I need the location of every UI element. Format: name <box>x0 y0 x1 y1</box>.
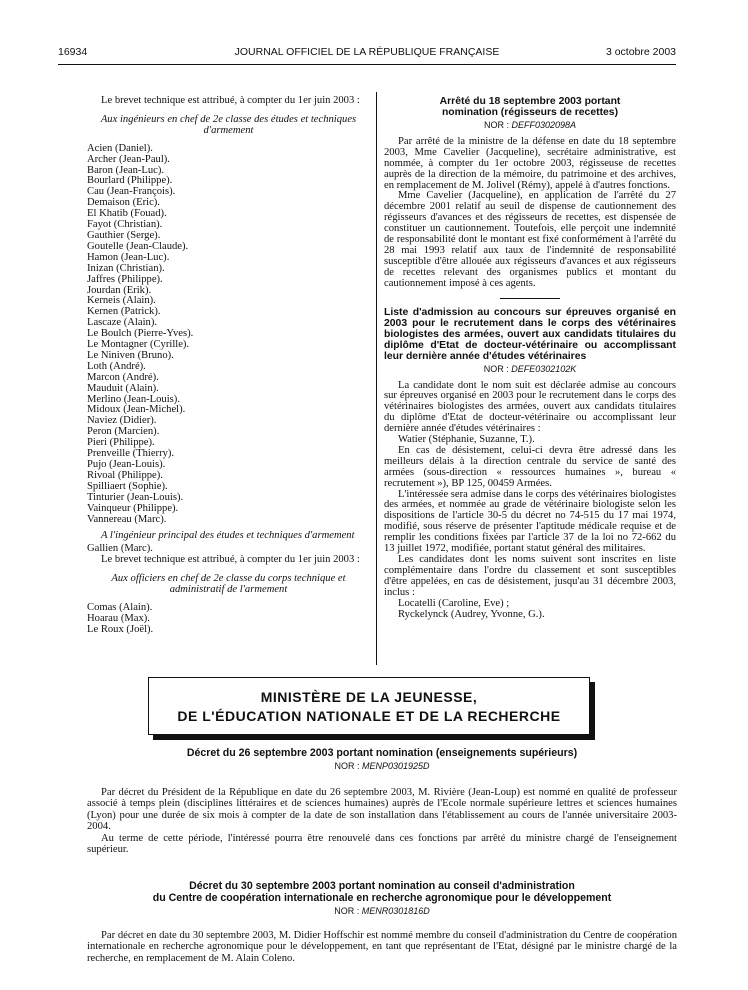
decree-2-title-line-2: du Centre de coopération internationale en recherche agronomique pour le développement <box>152 892 612 904</box>
list-item: Vainqueur (Philippe). <box>87 502 179 514</box>
decree-30-septembre <box>87 880 677 964</box>
list-item: Baron (Jean-Luc). <box>87 164 165 176</box>
liste-nor <box>384 364 676 375</box>
list-item: Le Boulch (Pierre-Yves). <box>87 328 194 340</box>
list-item: Bourlard (Philippe). <box>87 175 173 187</box>
separator-rule <box>500 298 560 299</box>
list-item: Tinturier (Jean-Louis). <box>87 491 184 503</box>
decree-1-nor <box>87 761 677 773</box>
liste-paragraph-1: La candidate dont le nom suit est déclarée admise au concours sur épreuves organisé en 2003 pour le recrutement dans le corps des vétérinaires biologistes des armées, ouvert aux candidats titulaires du diplôme d'Etat de docteur-vétérinaire ou accomplissant leur dernière année d'études vétérinaires : <box>384 379 676 435</box>
names-list-1 <box>87 144 370 526</box>
complementary-list <box>384 599 676 621</box>
list-item: Pieri (Philippe). <box>87 437 155 449</box>
list-item: Marcon (André). <box>87 371 159 383</box>
list-item: Kernen (Patrick). <box>87 306 161 318</box>
list-item: Merlino (Jean-Louis). <box>87 393 180 405</box>
list-item: Ryckelynck (Audrey, Yvonne, G.). <box>398 608 545 620</box>
decree-26-septembre <box>87 747 677 856</box>
admitted-candidate: Watier (Stéphanie, Suzanne, T.). <box>398 434 535 446</box>
list-item: Gallien (Marc). <box>87 543 153 555</box>
list-subtitle-ingenieurs: Aux ingénieurs en chef de 2e classe des études et techniques d'armement <box>100 113 357 136</box>
list-item: Lascaze (Alain). <box>87 317 157 329</box>
list-item: Midoux (Jean-Michel). <box>87 404 186 416</box>
ministry-banner <box>148 677 590 735</box>
list-item: Locatelli (Caroline, Eve) ; <box>398 597 510 609</box>
liste-admission-title: Liste d'admission au concours sur épreuves organisé en 2003 pour le recrutement dans le corps des vétérinaires biologistes des armées, ouvert aux candidats titulaires du diplôme d'Etat de docteur-vétérinaire ou accomplissant leur dernière année d'études vétérinaires <box>384 306 676 362</box>
names-list-3 <box>87 603 370 636</box>
liste-paragraph-4: Les candidates dont les noms suivent sont inscrites en liste complémentaire dans l'ordre du classement et sont susceptibles d'être appelées, en cas de désistement, jusqu'au 31 décembre 2003, inclus : <box>384 554 676 598</box>
liste-paragraph-2: En cas de désistement, celui-ci devra être adressé dans les meilleurs délais à la direction centrale du service de santé des armées (sous-direction « ressources humaines », bureau « recrutement »), BP 125, 00459 Armées. <box>384 444 676 489</box>
list-item: Goutelle (Jean-Claude). <box>87 240 189 252</box>
right-column <box>384 96 676 620</box>
list-item: Acien (Daniel). <box>87 142 153 154</box>
list-item: Kerneis (Alain). <box>87 295 156 307</box>
decree-1-paragraph-1: Par décret du Président de la République en date du 26 septembre 2003, M. Rivière (Jean-Loup) est nommé en qualité de professeur associé à temps plein (disciplines littéraires et de sciences humaines) auprès de l'Ecole normale supérieure lettres et sciences humaines (Lyon) pour une durée de six mois à compter de la date de son installation dans l'établissement au cours de l'année universitaire 2003-2004. <box>87 786 677 832</box>
ministry-line-1: MINISTÈRE DE LA JEUNESSE, <box>260 689 478 705</box>
list-item: Archer (Jean-Paul). <box>87 153 170 165</box>
decree-1-paragraph-2: Au terme de cette période, l'intéressé pourra être renouvelé dans ces fonctions par arrêté du ministre chargé de l'enseignement supérieur. <box>87 832 677 855</box>
arrete-nor <box>384 120 676 131</box>
list-item: El Khatib (Fouad). <box>87 208 167 220</box>
list-item: Prenveille (Thierry). <box>87 448 175 460</box>
arrete-paragraph-1: Par arrêté de la ministre de la défense en date du 18 septembre 2003, Mme Cavelier (Jacqueline), secrétaire administrative, est nommée, à compter du 1er octobre 2003, régisseuse de recettes auprès de la direction de la mémoire, du patrimoine et des archives, en remplacement de M. Jolivel (Rémy), appelé à d'autres fonctions. <box>384 135 676 191</box>
column-divider <box>376 92 377 665</box>
decree-2-nor <box>87 906 677 918</box>
nor-code: DEFF0302098A <box>511 120 577 130</box>
list-item: Peron (Marcien). <box>87 426 160 438</box>
list-item: Spilliaert (Sophie). <box>87 480 168 492</box>
list-item: Le Montagner (Cyrille). <box>87 339 190 351</box>
list-item: Jaffres (Philippe). <box>87 273 163 285</box>
list-item: Hoarau (Max). <box>87 612 150 624</box>
page-number: 16934 <box>58 46 88 58</box>
arrete-paragraph-2: Mme Cavelier (Jacqueline), en application de l'arrêté du 27 décembre 2001 relatif au seuil de dispense de cautionnement des régisseurs d'avances et des régisseurs de recettes, est dispensée de constituer un cautionnement. Toutefois, elle perçoit une indemnité de responsabilité dont le montant est fixé conformément à l'arrêté du 28 mai 1993 relatif aux taux de l'indemnité de responsabilité susceptible d'être allouée aux régisseurs d'avances et aux régisseurs de recettes relevant des organismes publics et montant du cautionnement imposé à ces agents. <box>384 190 676 289</box>
list-item: Vannereau (Marc). <box>87 513 167 525</box>
nor-label: NOR : <box>334 761 360 771</box>
decree-2-title-line-1: Décret du 30 septembre 2003 portant nomination au conseil d'administration <box>189 880 575 892</box>
brevet-intro-2: Le brevet technique est attribué, à compter du 1er juin 2003 : <box>101 554 360 566</box>
left-column <box>87 96 370 636</box>
list-item: Comas (Alain). <box>87 601 153 613</box>
brevet-intro-1: Le brevet technique est attribué, à compter du 1er juin 2003 : <box>101 95 360 106</box>
list-item: Loth (André). <box>87 360 146 372</box>
list-subtitle-officiers: Aux officiers en chef de 2e classe du corps technique et administratif de l'armement <box>111 573 346 596</box>
nor-code: DEFE0302102K <box>511 363 577 374</box>
list-item: Naviez (Didier). <box>87 415 157 427</box>
list-item: Mauduit (Alain). <box>87 382 159 394</box>
nor-label: NOR : <box>334 906 360 916</box>
page-header <box>58 46 676 65</box>
liste-paragraph-3: L'intéressée sera admise dans le corps des vétérinaires biologistes des armées, et nommée au grade de vétérinaire biologiste selon les dispositions de l'article 30-5 du décret no 74-515 du 17 mai 1974, modifié, sous réserve de présenter l'aptitude médicale requise et de remplir les conditions fixées par l'article 37 de la loi no 72-662 du 13 juillet 1972, modifiée, portant statut général des militaires. <box>384 488 676 555</box>
list-item: Jourdan (Erik). <box>87 284 152 296</box>
nor-label: NOR : <box>483 363 509 374</box>
list-item: Hamon (Jean-Luc). <box>87 251 170 263</box>
list-item: Pujo (Jean-Louis). <box>87 459 166 470</box>
ministry-line-2: DE L'ÉDUCATION NATIONALE ET DE LA RECHERCHE <box>177 708 561 724</box>
arrete-title: Arrêté du 18 septembre 2003 portant nomination (régisseurs de recettes) <box>439 96 621 118</box>
nor-label: NOR : <box>483 120 509 130</box>
nor-code: MENP0301925D <box>361 761 430 771</box>
list-item: Le Niniven (Bruno). <box>87 349 174 361</box>
nor-code: MENR0301816D <box>361 906 430 916</box>
journal-title: JOURNAL OFFICIEL DE LA RÉPUBLIQUE FRANÇAISE <box>234 46 500 58</box>
list-item: Cau (Jean-François). <box>87 186 176 198</box>
list-subtitle-principal: A l'ingénieur principal des études et techniques d'armement <box>101 530 355 542</box>
issue-date: 3 octobre 2003 <box>605 46 676 58</box>
list-item: Demaison (Eric). <box>87 197 160 209</box>
list-item: Inizan (Christian). <box>87 262 165 274</box>
list-item: Gauthier (Serge). <box>87 229 161 241</box>
list-item: Fayot (Christian). <box>87 219 163 231</box>
decree-2-paragraph-1: Par décret en date du 30 septembre 2003, M. Didier Hoffschir est nommé membre du conseil d'administration du Centre de coopération internationale en recherche agronomique pour le développement, en tant que représentant de l'Etat, désigné par le ministre chargé de la recherche, en remplacement de M. Alain Coleno. <box>87 929 677 964</box>
list-item: Le Roux (Joël). <box>87 623 154 635</box>
list-item: Rivoal (Philippe). <box>87 469 163 481</box>
decree-1-title: Décret du 26 septembre 2003 portant nomination (enseignements supérieurs) <box>186 747 578 759</box>
